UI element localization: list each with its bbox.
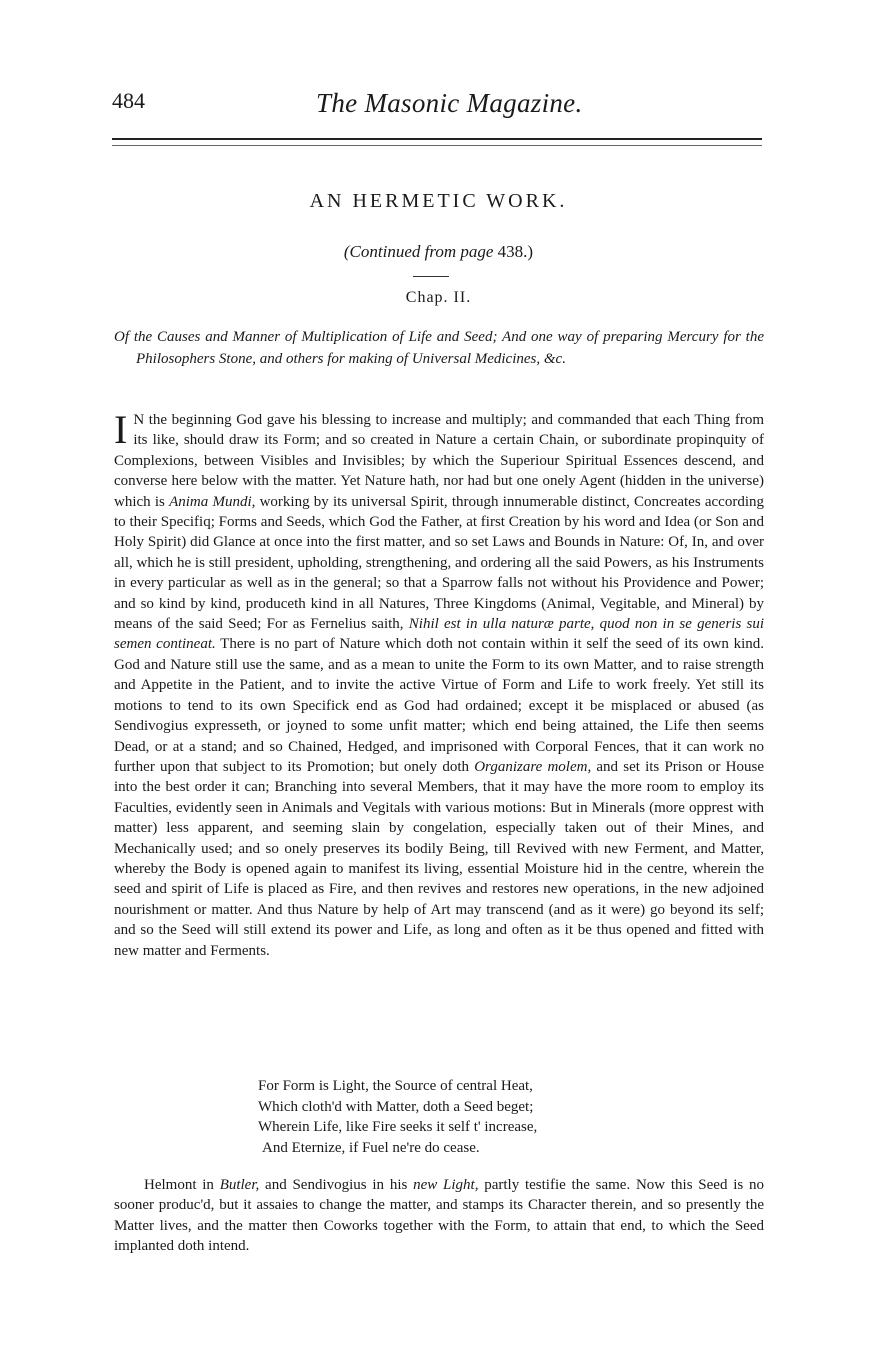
running-head: The Masonic Magazine. bbox=[316, 88, 583, 118]
article-title: AN HERMETIC WORK. bbox=[309, 190, 568, 212]
continued-page: 438.) bbox=[497, 242, 534, 261]
body-text-3: There is no part of Nature which doth not contain within it self the seed of its own kind. God and Nature still use the same, and as a mean to unite the Form to its own Matter, and to raise strength and Appetite in the Patient, and to invite the active Virtue of Form and Life to work freely. Yet still its motions to tend to its own Specifick end as God had ordained; except it be misplaced or abused (as Sendivogius expresseth, or joyned to some unfit matter; which end being attained, the Life then seems Dead, or at a stand; and so Chained, Hedged, and imprisoned with Corporal Fences, that it can work no further upon that subject to its Promotion; but onely doth bbox=[114, 636, 764, 775]
page-header bbox=[112, 88, 762, 128]
closing-text-3: partly testifie the same. Now this Seed is no sooner produc'd, but it assaies to change the matter, and stamps its Character therein, and so presently the Matter lives, and the matter then Coworks together with the Form, to attain that end, to which the Seed implanted doth intend. bbox=[114, 1177, 764, 1255]
body-text-4: and set its Prison or House into the best order it can; Branching into several Members, that it may have the more room to employ its Faculties, evidently seen in Animals and Vegitals with various motions: But in Minerals (more opprest with matter) less apparent, and seeming slain by congelation, especially taken out of their Mines, and Mechanically used; and so onely preserves its bodily Being, till Revived with new Ferment, and Matter, whereby the Body is opened again to manifest its living, essential Moisture hid in the centre, wherein the seed and spirit of Life is placed as Fire, and then revives and restores new operations, in the new adjoined nourishment or matter. And thus Nature by help of Art may transcend (and as it were) go beyond its self; and so the Seed will still extend its power and Life, as long and often as it be thus opened and fitted with new matter and Ferments. bbox=[114, 758, 764, 959]
butler: Butler, bbox=[219, 1177, 260, 1193]
verse-line: For Form is Light, the Source of central Heat, bbox=[258, 1078, 533, 1094]
continued-note bbox=[0, 242, 877, 262]
body-text-1: N the beginning God gave his blessing to increase and multiply; and commanded that each Thing from its like, should draw its Form; and so created in Nature a certain Chain, or subordinate propinquity of Complexions, between Visibles and Invisibles; by which the Superiour Spiritual Essences descend, and converse here below with the matter. Yet Nature hath, nor had but one onely Agent (hidden in the universe) which is bbox=[114, 412, 764, 510]
body-paragraph bbox=[114, 407, 765, 961]
page-number: 484 bbox=[112, 88, 145, 113]
organizare-molem: Organizare molem, bbox=[474, 758, 592, 775]
body-text-2: working by its universal Spirit, through innumerable distinct, Concreates according to their Specifiq; Forms and Seeds, which God the Father, at first Creation by his word and Idea (or Son and Holy Spirit) did Glance at once into the first matter, and so set Laws and Bounds in Nature: Of, In, and over all, which he is still president, upholding, strengthening, and ordering all the said Powers, as his Instruments in every particular as well as in the general; so that a Sparrow falls not without his Providence and Power; and so kind by kind, produceth kind in all Natures, Three Kingdoms (Animal, Vegitable, and Mineral) by means of the said Seed; For as Fernelius saith, bbox=[114, 493, 765, 633]
drop-cap: I bbox=[114, 407, 128, 452]
anima-mundi: Anima Mundi, bbox=[169, 493, 256, 510]
header-rule-thin bbox=[112, 145, 762, 146]
chapter-description bbox=[114, 326, 764, 370]
continued-prefix: (Continued from page bbox=[343, 242, 494, 261]
closing-text-2: and Sendivogius in his bbox=[259, 1177, 414, 1193]
closing-paragraph bbox=[114, 1175, 764, 1257]
verse-line: Which cloth'd with Matter, doth a Seed beget; bbox=[258, 1098, 534, 1115]
verse-block bbox=[258, 1076, 537, 1158]
verse-line: Wherein Life, like Fire seeks it self t' increase, bbox=[258, 1119, 538, 1135]
new-light: new Light, bbox=[413, 1177, 479, 1193]
chapter-heading: Chap. II. bbox=[405, 289, 472, 306]
section-divider bbox=[413, 276, 449, 277]
closing-text-1: Helmont in bbox=[144, 1177, 220, 1193]
latin-quote: Nihil est in ulla naturæ parte, quod non in se generis sui semen contineat. bbox=[114, 616, 764, 653]
chapter-description-text: Of the Causes and Manner of Multiplication of Life and Seed; And one way of preparing Mercury for the Philosophers Stone, and others for making of Universal Medicines, &c. bbox=[114, 329, 764, 367]
header-rule bbox=[112, 138, 762, 140]
verse-line: And Eternize, if Fuel ne're do cease. bbox=[262, 1139, 480, 1156]
